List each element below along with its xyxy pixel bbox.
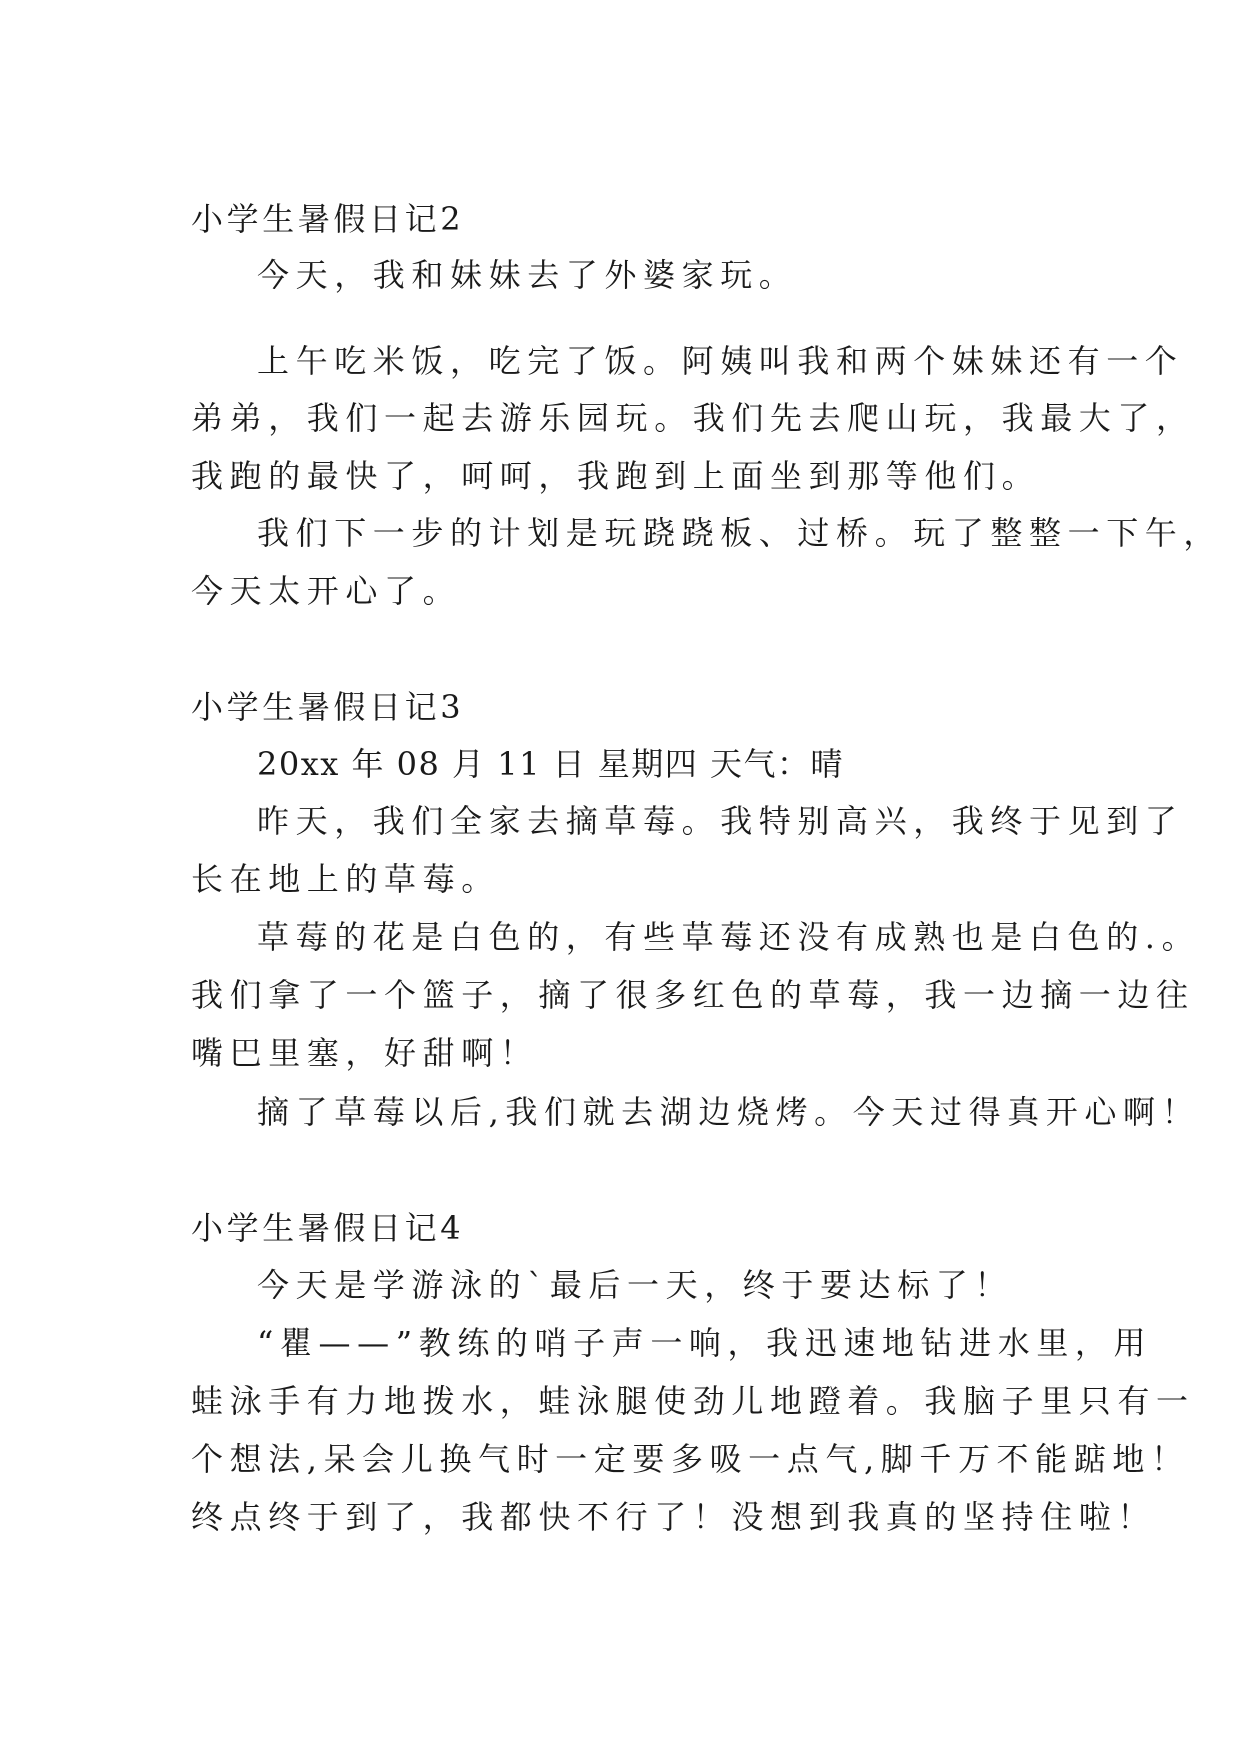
paragraph-line: 今天是学游泳的`最后一天，终于要达标了！ (257, 1266, 1014, 1304)
entry-title: 小学生暑假日记2 (191, 200, 465, 238)
paragraph-line: 嘴巴里塞，好甜啊！ (191, 1034, 539, 1072)
paragraph-line: 长在地上的草莓。 (191, 860, 500, 898)
paragraph-line: 弟弟，我们一起去游乐园玩。我们先去爬山玩，我最大了， (191, 399, 1195, 437)
paragraph-line: 摘了草莓以后,我们就去湖边烧烤。今天过得真开心啊！ (257, 1093, 1201, 1131)
entry-title: 小学生暑假日记4 (191, 1209, 465, 1247)
paragraph-line: 蛙泳手有力地拨水，蛙泳腿使劲儿地蹬着。我脑子里只有一 (191, 1382, 1195, 1420)
paragraph-line: 我跑的最快了，呵呵，我跑到上面坐到那等他们。 (191, 457, 1041, 495)
paragraph-line: 昨天，我们全家去摘草莓。我特别高兴，我终于见到了 (257, 802, 1184, 840)
paragraph-line: 我们下一步的计划是玩跷跷板、过桥。玩了整整一下午， (257, 514, 1223, 552)
paragraph-line: 终点终于到了，我都快不行了！没想到我真的坚持住啦！ (191, 1498, 1157, 1536)
paragraph-line: 我们拿了一个篮子，摘了很多红色的草莓，我一边摘一边往 (191, 976, 1195, 1014)
paragraph-line: 今天，我和妹妹去了外婆家玩。 (257, 256, 798, 294)
paragraph-line: 今天太开心了。 (191, 572, 462, 610)
paragraph-line: 草莓的花是白色的，有些草莓还没有成熟也是白色的.。 (257, 918, 1201, 956)
paragraph-line: 个想法,呆会儿换气时一定要多吸一点气,脚千万不能踮地！ (191, 1440, 1190, 1478)
diary-date-weather: 20xx 年 08 月 11 日 星期四 天气：晴 (257, 745, 844, 783)
entry-title: 小学生暑假日记3 (191, 688, 465, 726)
paragraph-line: 上午吃米饭，吃完了饭。阿姨叫我和两个妹妹还有一个 (257, 342, 1184, 380)
paragraph-line: “瞿——”教练的哨子声一响，我迅速地钻进水里，用 (257, 1324, 1153, 1362)
